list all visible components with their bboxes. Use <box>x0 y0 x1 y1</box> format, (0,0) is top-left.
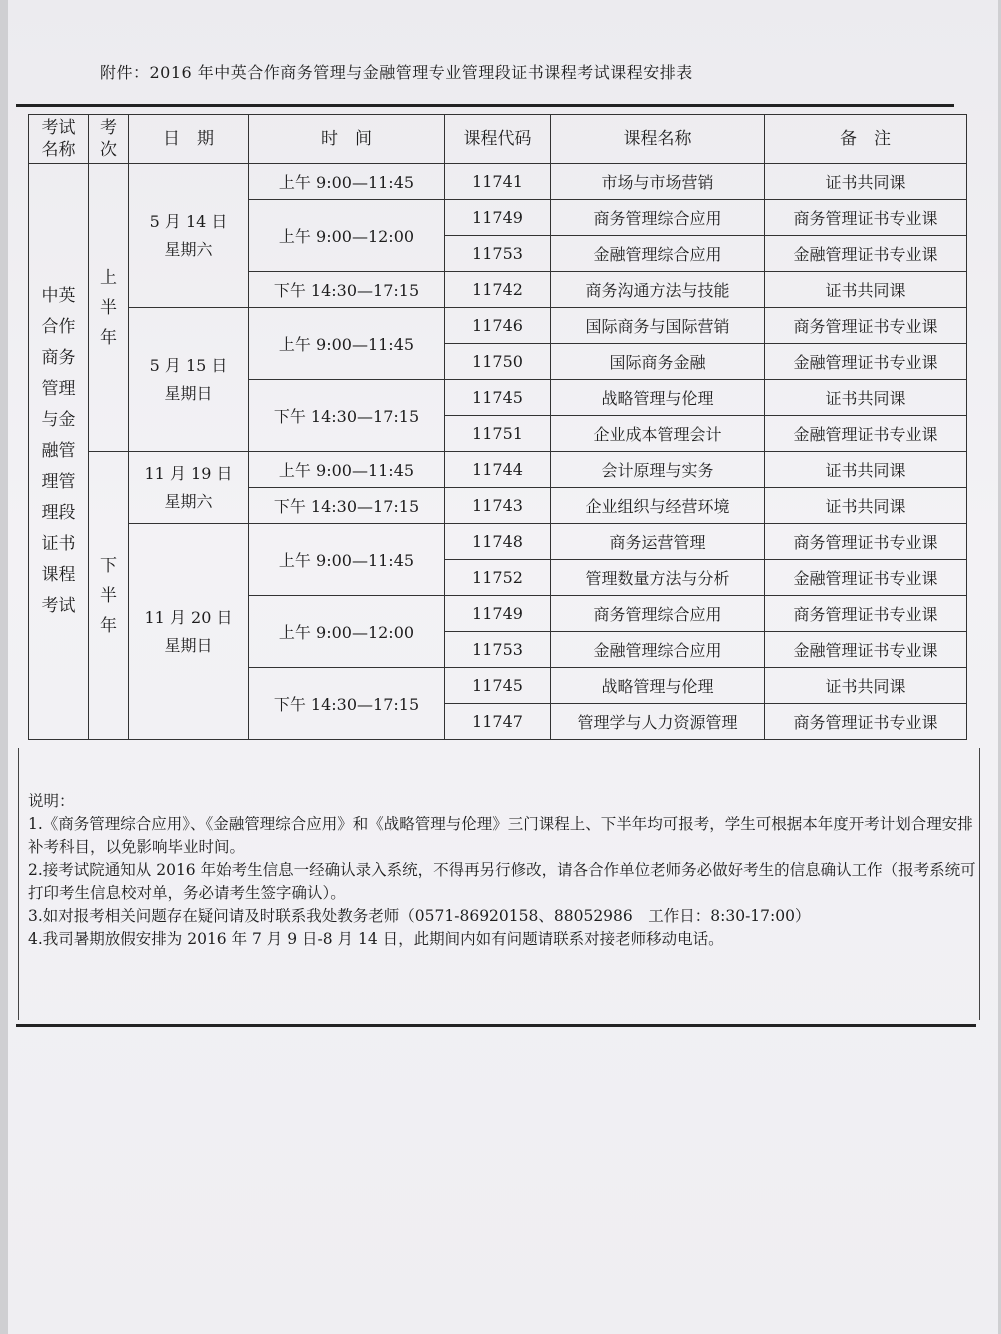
header-remarks: 备 注 <box>765 115 967 164</box>
course-name: 国际商务与国际营销 <box>551 308 765 344</box>
remark: 商务管理证书专业课 <box>765 308 967 344</box>
remark: 金融管理证书专业课 <box>765 560 967 596</box>
exam-schedule-table <box>28 114 967 740</box>
remark: 证书共同课 <box>765 668 967 704</box>
remark: 证书共同课 <box>765 164 967 200</box>
note-item: 4.我司暑期放假安排为 2016 年 7 月 9 日-8 月 14 日，此期间内如有问题请联系对接老师移动电话。 <box>28 930 724 948</box>
date-cell <box>129 524 249 740</box>
course-code: 11753 <box>445 632 551 668</box>
remark: 商务管理证书专业课 <box>765 524 967 560</box>
bottom-rule <box>16 1024 976 1027</box>
note-item: 1.《商务管理综合应用》、《金融管理综合应用》和《战略管理与伦理》三门课程上、下半年均可报考，学生可根据本年度开考计划合理安排补考科目，以免影响毕业时间。 <box>28 815 973 856</box>
time-cell: 上午 9:00—12:00 <box>249 596 445 668</box>
date-cell <box>129 308 249 452</box>
course-code: 11741 <box>445 164 551 200</box>
time-cell: 上午 9:00—11:45 <box>249 164 445 200</box>
remark: 证书共同课 <box>765 272 967 308</box>
weekday-text: 星期日 <box>164 383 213 403</box>
remark: 商务管理证书专业课 <box>765 596 967 632</box>
course-code: 11745 <box>445 668 551 704</box>
weekday-text: 星期六 <box>164 491 213 511</box>
notes-heading: 说明： <box>28 792 75 810</box>
header-session: 考 次 <box>89 115 129 164</box>
remark: 证书共同课 <box>765 380 967 416</box>
course-name: 商务沟通方法与技能 <box>551 272 765 308</box>
remark: 金融管理证书专业课 <box>765 416 967 452</box>
time-cell: 下午 14:30—17:15 <box>249 668 445 740</box>
remark: 金融管理证书专业课 <box>765 236 967 272</box>
note-item: 2.接考试院通知从 2016 年始考生信息一经确认录入系统，不得再另行修改，请各合作单位老师务必做好考生的信息确认工作（报考系统可打印考生信息校对单，务必请考生签字确认）。 <box>28 861 976 902</box>
course-name: 市场与市场营销 <box>551 164 765 200</box>
course-name: 战略管理与伦理 <box>551 380 765 416</box>
course-code: 11744 <box>445 452 551 488</box>
course-code: 11747 <box>445 704 551 740</box>
remark: 商务管理证书专业课 <box>765 200 967 236</box>
course-name: 管理数量方法与分析 <box>551 560 765 596</box>
course-code: 11743 <box>445 488 551 524</box>
notes-section <box>28 790 978 951</box>
course-name: 商务管理综合应用 <box>551 596 765 632</box>
course-code: 11752 <box>445 560 551 596</box>
table-row <box>29 164 967 200</box>
time-cell: 上午 9:00—11:45 <box>249 308 445 380</box>
course-name: 商务运营管理 <box>551 524 765 560</box>
course-name: 金融管理综合应用 <box>551 236 765 272</box>
course-code: 11749 <box>445 596 551 632</box>
course-code: 11753 <box>445 236 551 272</box>
remark: 商务管理证书专业课 <box>765 704 967 740</box>
session-second-half: 下 半 年 <box>89 452 129 740</box>
header-time: 时 间 <box>249 115 445 164</box>
course-name: 企业成本管理会计 <box>551 416 765 452</box>
course-code: 11742 <box>445 272 551 308</box>
remark: 金融管理证书专业课 <box>765 344 967 380</box>
header-exam-name: 考试 名称 <box>29 115 89 164</box>
date-text: 5 月 15 日 <box>149 355 228 375</box>
date-cell <box>129 164 249 308</box>
time-cell: 下午 14:30—17:15 <box>249 380 445 452</box>
weekday-text: 星期六 <box>164 239 213 259</box>
course-code: 11748 <box>445 524 551 560</box>
remark: 金融管理证书专业课 <box>765 632 967 668</box>
date-text: 11 月 19 日 <box>144 463 233 483</box>
time-cell: 上午 9:00—11:45 <box>249 452 445 488</box>
table-row <box>29 452 967 488</box>
course-name: 企业组织与经营环境 <box>551 488 765 524</box>
weekday-text: 星期日 <box>164 635 213 655</box>
time-cell: 下午 14:30—17:15 <box>249 488 445 524</box>
remark: 证书共同课 <box>765 452 967 488</box>
header-course-code: 课程代码 <box>445 115 551 164</box>
exam-name-cell: 中英 合作 商务 管理 与金 融管 理管 理段 证书 课程 考试 <box>29 164 89 740</box>
course-name: 国际商务金融 <box>551 344 765 380</box>
header-row <box>29 115 967 164</box>
note-item: 3.如对报考相关问题存在疑问请及时联系我处教务老师（0571-86920158、88052986 工作日：8:30-17:00） <box>28 907 811 925</box>
session-first-half: 上 半 年 <box>89 164 129 452</box>
course-code: 11751 <box>445 416 551 452</box>
date-text: 5 月 14 日 <box>149 211 228 231</box>
header-course-name: 课程名称 <box>551 115 765 164</box>
remark: 证书共同课 <box>765 488 967 524</box>
document-title: 附件：2016 年中英合作商务管理与金融管理专业管理段证书课程考试课程安排表 <box>100 63 693 82</box>
top-rule <box>16 104 954 107</box>
table-row <box>29 308 967 344</box>
course-code: 11746 <box>445 308 551 344</box>
course-name: 金融管理综合应用 <box>551 632 765 668</box>
course-code: 11750 <box>445 344 551 380</box>
date-cell <box>129 452 249 524</box>
course-name: 会计原理与实务 <box>551 452 765 488</box>
time-cell: 上午 9:00—11:45 <box>249 524 445 596</box>
course-code: 11749 <box>445 200 551 236</box>
time-cell: 上午 9:00—12:00 <box>249 200 445 272</box>
date-text: 11 月 20 日 <box>144 607 233 627</box>
table-row <box>29 524 967 560</box>
course-name: 管理学与人力资源管理 <box>551 704 765 740</box>
course-code: 11745 <box>445 380 551 416</box>
header-date: 日 期 <box>129 115 249 164</box>
course-name: 商务管理综合应用 <box>551 200 765 236</box>
course-name: 战略管理与伦理 <box>551 668 765 704</box>
time-cell: 下午 14:30—17:15 <box>249 272 445 308</box>
